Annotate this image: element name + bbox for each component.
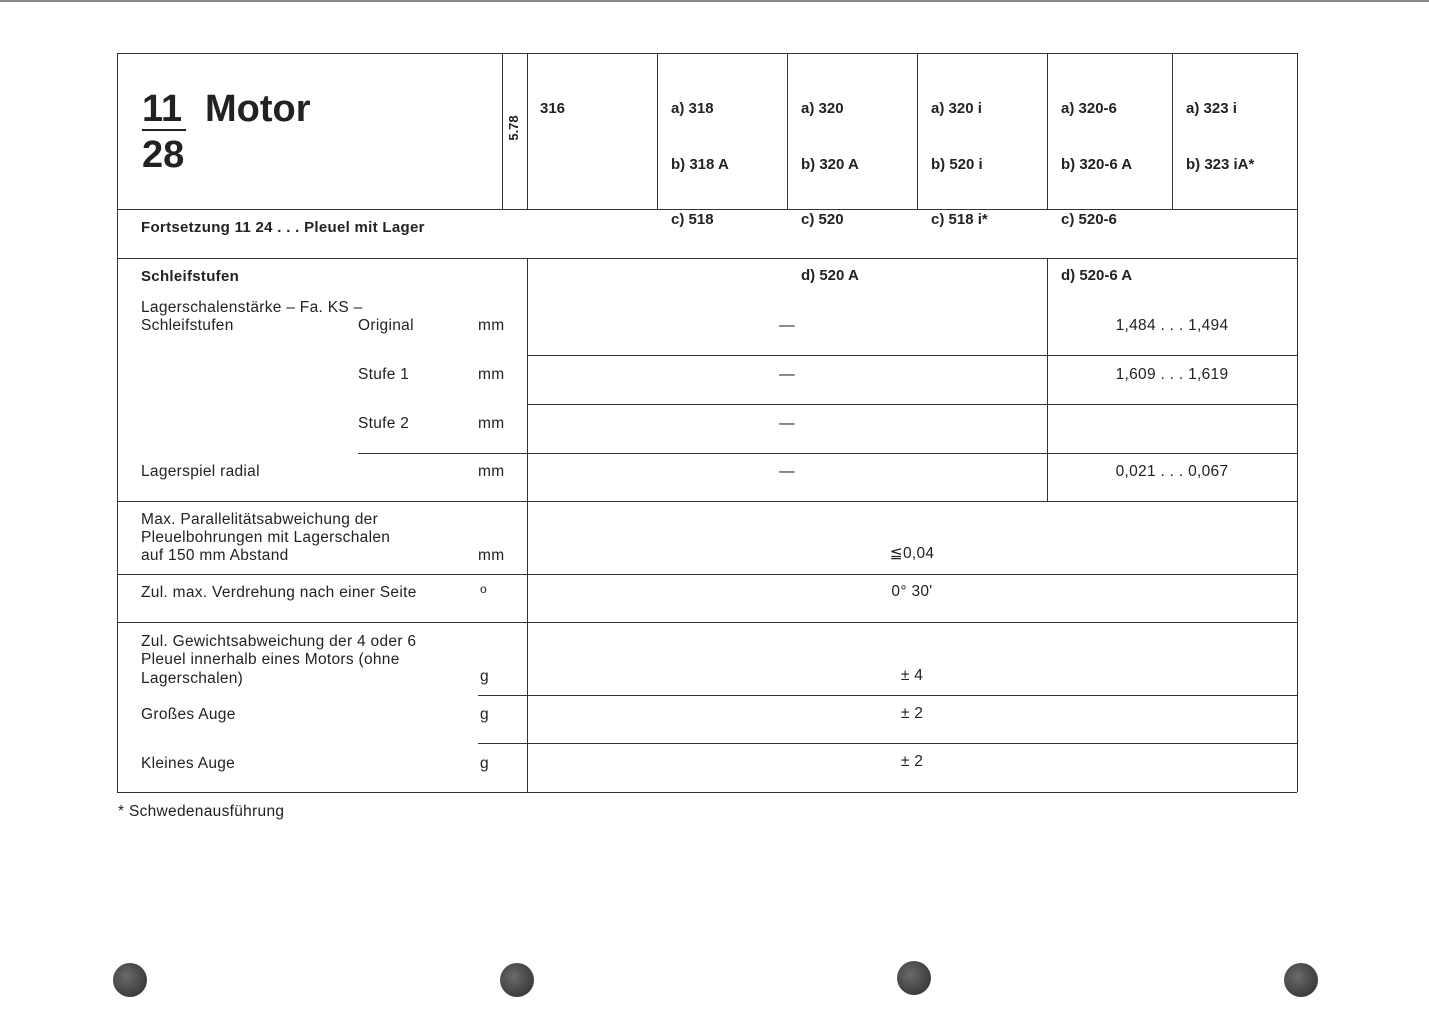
weight-deviation-line-1: Zul. Gewichtsabweichung der 4 oder 6 xyxy=(141,633,417,650)
radial-clearance-unit: mm xyxy=(478,463,505,480)
parallel-deviation-value: ≦0,04 xyxy=(889,545,935,562)
radial-clearance-label: Lagerspiel radial xyxy=(141,463,260,480)
parallel-deviation-line-3: auf 150 mm Abstand xyxy=(141,547,289,564)
edition-date: 5.78 xyxy=(506,115,521,141)
page-title: Motor xyxy=(205,88,311,130)
stage-2-label: Stufe 2 xyxy=(358,415,410,432)
model-line: a) 318 xyxy=(671,100,714,117)
model-line: c) 518 xyxy=(671,211,714,228)
model-line: c) 518 i* xyxy=(931,211,988,228)
model-line: b) 520 i xyxy=(931,155,983,173)
punch-hole-2 xyxy=(500,963,534,997)
model-line: d) 520-6 A xyxy=(1061,266,1133,284)
punch-hole-1 xyxy=(113,963,147,997)
radial-clearance-right-value: 0,021 . . . 0,067 xyxy=(1115,463,1229,480)
model-column-320-6 xyxy=(1061,63,1132,304)
weight-deviation-line-2: Pleuel innerhalb eines Motors (ohne xyxy=(141,651,400,668)
model-line: c) 520 xyxy=(801,211,844,228)
model-column-323i xyxy=(1186,63,1254,193)
twist-unit: o xyxy=(480,582,487,596)
section-title: Fortsetzung 11 24 . . . Pleuel mit Lager xyxy=(141,219,425,236)
model-line: b) 318 A xyxy=(671,155,729,173)
stage-original-left-value: — xyxy=(779,317,795,334)
group-number-top: 11 xyxy=(142,88,183,130)
big-end-unit: g xyxy=(480,706,489,723)
top-edge-line xyxy=(0,0,1429,2)
weight-deviation-line-3: Lagerschalen) xyxy=(141,670,244,687)
twist-value: 0° 30' xyxy=(891,583,933,600)
stage-2-left-value: — xyxy=(779,415,795,432)
stage-2-unit: mm xyxy=(478,415,505,432)
stage-1-left-value: — xyxy=(779,366,795,383)
stage-1-label: Stufe 1 xyxy=(358,366,410,383)
stage-1-unit: mm xyxy=(478,366,505,383)
model-column-320i xyxy=(931,63,988,248)
weight-deviation-unit: g xyxy=(480,668,489,685)
group-fraction-line xyxy=(142,129,186,131)
model-line: b) 323 iA* xyxy=(1186,155,1255,173)
stage-original-label: Original xyxy=(358,317,414,334)
small-end-unit: g xyxy=(480,755,489,772)
punch-hole-3 xyxy=(897,961,931,995)
model-column-316 xyxy=(540,63,565,137)
model-line: d) 520 A xyxy=(801,266,859,284)
punch-hole-4 xyxy=(1284,963,1318,997)
footnote: * Schwedenausführung xyxy=(118,803,285,820)
small-end-label: Kleines Auge xyxy=(141,755,236,772)
parallel-deviation-unit: mm xyxy=(478,547,505,564)
model-line: a) 320 xyxy=(801,100,844,117)
stage-original-unit: mm xyxy=(478,317,505,334)
model-line: a) 320-6 xyxy=(1061,100,1117,117)
weight-deviation-value: ± 4 xyxy=(900,667,924,684)
model-column-318 xyxy=(671,63,729,248)
model-line: b) 320 A xyxy=(801,155,859,173)
bearing-shell-label: Lagerschalenstärke – Fa. KS – xyxy=(141,299,363,316)
group-number-bottom: 28 xyxy=(142,134,185,176)
model-line: c) 520-6 xyxy=(1061,211,1117,228)
parallel-deviation-line-1: Max. Parallelitätsabweichung der xyxy=(141,511,379,528)
model-line: b) 320-6 A xyxy=(1061,155,1133,173)
model-column-320 xyxy=(801,63,859,304)
grinding-stages-label: Schleifstufen xyxy=(141,317,234,334)
parallel-deviation-line-2: Pleuelbohrungen mit Lagerschalen xyxy=(141,529,391,546)
stage-1-right-value: 1,609 . . . 1,619 xyxy=(1115,366,1229,383)
stage-original-right-value: 1,484 . . . 1,494 xyxy=(1115,317,1229,334)
small-end-value: ± 2 xyxy=(900,753,924,770)
grinding-heading: Schleifstufen xyxy=(141,268,240,285)
radial-clearance-left-value: — xyxy=(779,463,795,480)
model-line: a) 323 i xyxy=(1186,100,1237,117)
model-line: 316 xyxy=(540,100,566,117)
twist-label: Zul. max. Verdrehung nach einer Seite xyxy=(141,584,417,601)
model-line: a) 320 i xyxy=(931,100,982,117)
big-end-value: ± 2 xyxy=(900,705,924,722)
big-end-label: Großes Auge xyxy=(141,706,236,723)
